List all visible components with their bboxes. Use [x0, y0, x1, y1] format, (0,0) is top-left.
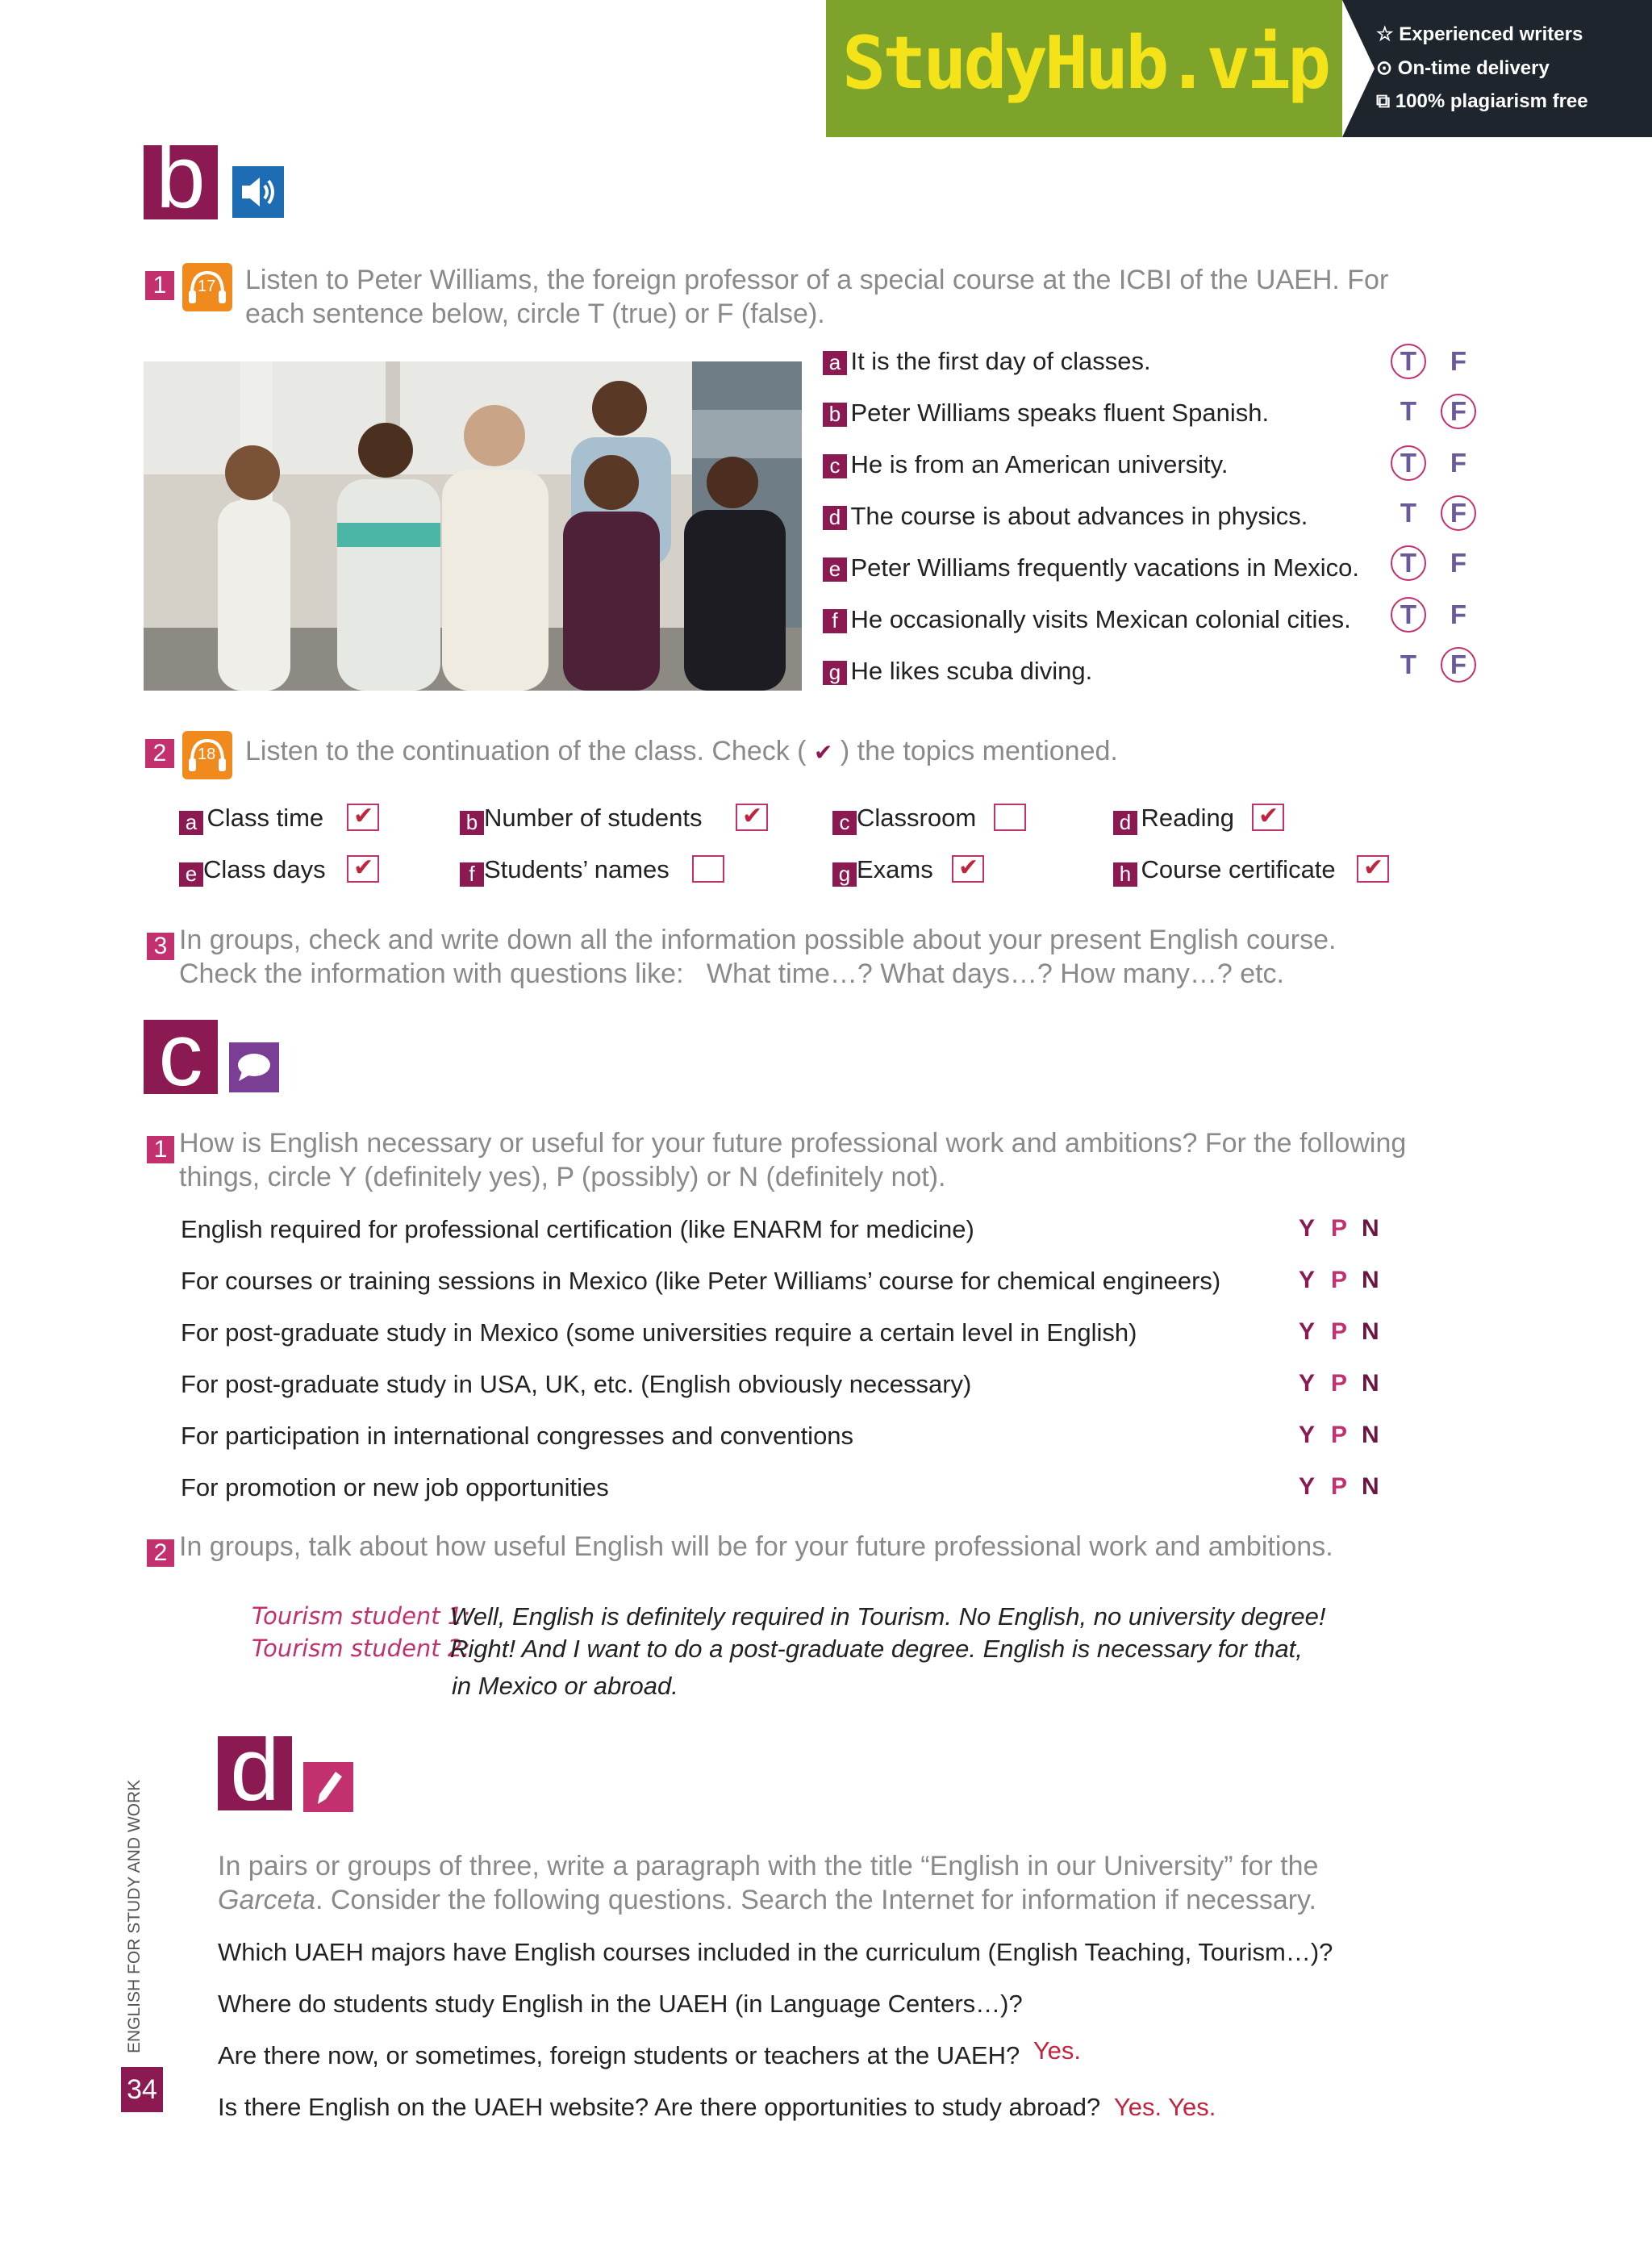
true-option[interactable]: T [1400, 396, 1417, 426]
topic-item [1113, 855, 1336, 887]
checkbox-checked[interactable] [736, 804, 768, 831]
answer-text: Yes. [1032, 2036, 1082, 2065]
section-d-letter: d [218, 1736, 292, 1810]
ad-feature-1: ☆ Experienced writers [1376, 23, 1583, 45]
instruction-line-2: Check the information with questions like: What time…? What days…? How many…? etc. [179, 958, 1284, 989]
ypn-item: For post-graduate study in Mexico (some universities require a certain level in English) [181, 1318, 1137, 1347]
topic-label: Reading [1141, 804, 1234, 832]
tf-item [823, 553, 1359, 583]
audio-track-icon[interactable] [182, 731, 232, 779]
topic-letter: b [460, 811, 484, 835]
topic-item [832, 855, 933, 887]
item-letter: a [823, 351, 847, 375]
ypn-item: For participation in international congresses and conventions [181, 1422, 854, 1450]
checkbox-checked[interactable] [952, 855, 984, 883]
topic-letter: c [832, 811, 857, 835]
check-mark-icon: ✔ [353, 854, 374, 881]
instruction-line-2: things, circle Y (definitely yes), P (possibly) or N (definitely not). [179, 1162, 946, 1192]
speech-bubble-icon[interactable] [229, 1042, 279, 1092]
item-text: The course is about advances in physics. [850, 502, 1308, 530]
no-option[interactable]: N [1362, 1422, 1379, 1448]
exercise-number: 2 [147, 1539, 174, 1567]
checkbox-empty[interactable] [994, 804, 1026, 831]
dialogue-line-1: Well, English is definitely required in Tourism. No English, no university degree! [450, 1602, 1326, 1631]
instruction-line-1: In groups, check and write down all the information possible about your present English course. [179, 925, 1337, 955]
tf-item [823, 399, 1269, 428]
pencil-icon[interactable] [303, 1762, 353, 1812]
section-c-letter: c [144, 1020, 218, 1094]
item-letter: b [823, 403, 847, 427]
true-option[interactable]: T [1400, 649, 1417, 679]
possibly-option[interactable]: P [1331, 1318, 1348, 1345]
checkbox-checked[interactable] [347, 804, 379, 831]
check-mark-icon: ✔ [1258, 803, 1279, 829]
track-number: 17 [198, 278, 216, 295]
topic-label: Class days [203, 855, 326, 883]
speaker-label-1: Tourism student 1: [252, 1602, 471, 1630]
item-letter: f [823, 609, 847, 633]
exercise-number: 3 [147, 933, 174, 960]
true-option-circled[interactable]: T [1391, 445, 1426, 481]
topic-letter: g [832, 862, 857, 887]
false-option[interactable]: F [1450, 346, 1467, 376]
speaker-icon[interactable] [232, 166, 284, 218]
item-text: He likes scuba diving. [850, 657, 1093, 685]
check-mark-icon: ✔ [742, 803, 763, 829]
false-option-circled[interactable]: F [1441, 495, 1476, 531]
possibly-option[interactable]: P [1331, 1370, 1348, 1397]
no-option[interactable]: N [1362, 1370, 1379, 1397]
true-option-circled[interactable]: T [1391, 545, 1426, 581]
instruction-line-1: Listen to Peter Williams, the foreign professor of a special course at the ICBI of the UAEH. For [245, 265, 1389, 295]
item-text: He is from an American university. [850, 450, 1229, 478]
tf-item [823, 657, 1092, 686]
checkbox-empty[interactable] [692, 855, 724, 883]
true-option-circled[interactable]: T [1391, 344, 1426, 379]
dialogue-line-3: in Mexico or abroad. [452, 1672, 678, 1700]
true-option[interactable]: T [1400, 498, 1417, 528]
tf-item [823, 347, 1151, 376]
yes-option[interactable]: Y [1299, 1422, 1316, 1448]
yes-option[interactable]: Y [1299, 1215, 1316, 1242]
false-option[interactable]: F [1450, 599, 1467, 629]
ypn-item: For post-graduate study in USA, UK, etc. (English obviously necessary) [181, 1370, 972, 1398]
yes-option[interactable]: Y [1299, 1473, 1316, 1500]
topic-label: Number of students [484, 804, 703, 832]
item-text: It is the first day of classes. [850, 347, 1151, 375]
instruction-line-1: How is English necessary or useful for your future professional work and ambitions? For the following [179, 1128, 1407, 1159]
tf-item [823, 450, 1228, 479]
false-option[interactable]: F [1450, 448, 1467, 478]
section-b-letter: b [144, 145, 218, 219]
question-item: Are there now, or sometimes, foreign students or teachers at the UAEH? Yes. [218, 2036, 1082, 2069]
tf-item [823, 605, 1351, 634]
topic-label: Class time [206, 804, 324, 832]
exercise-number: 1 [147, 1136, 174, 1163]
intro-line-2: Garceta. Consider the following questions. Search the Internet for information if necessary. [218, 1885, 1316, 1915]
checkbox-checked[interactable] [347, 855, 379, 883]
topic-item [179, 804, 323, 835]
ypn-item: For courses or training sessions in Mexico (like Peter Williams’ course for chemical engineers) [181, 1267, 1221, 1295]
yes-option[interactable]: Y [1299, 1318, 1316, 1345]
question-item: Which UAEH majors have English courses included in the curriculum (English Teaching, Tourism…)? [218, 1938, 1333, 1966]
instruction: Listen to the continuation of the class. Check ( ✔ ) the topics mentioned. [245, 736, 1118, 766]
exercise-number: 1 [145, 271, 174, 300]
audio-track-icon[interactable] [182, 263, 232, 311]
topic-label: Classroom [857, 804, 977, 832]
no-option[interactable]: N [1362, 1267, 1379, 1293]
false-option[interactable]: F [1450, 548, 1467, 578]
ypn-item: For promotion or new job opportunities [181, 1473, 609, 1501]
no-option[interactable]: N [1362, 1318, 1379, 1345]
false-option-circled[interactable]: F [1441, 647, 1476, 683]
topic-letter: e [179, 862, 203, 887]
speaker-label-2: Tourism student 2: [252, 1635, 471, 1662]
item-letter: g [823, 661, 847, 685]
topic-label: Students’ names [484, 855, 670, 883]
topic-letter: a [179, 811, 203, 835]
topic-letter: d [1113, 811, 1137, 835]
topic-item [179, 855, 326, 887]
possibly-option[interactable]: P [1331, 1267, 1348, 1293]
item-letter: c [823, 454, 847, 478]
ad-feature-3: ⧉ 100% plagiarism free [1376, 90, 1588, 112]
topic-letter: f [460, 862, 484, 887]
ad-brand: StudyHub.vip [842, 21, 1329, 106]
dialogue-line-2: Right! And I want to do a post-graduate degree. English is necessary for that, [450, 1635, 1303, 1663]
instruction: In groups, talk about how useful English will be for your future professional work and ambitions. [179, 1531, 1333, 1562]
exercise-number: 2 [145, 739, 174, 768]
question-item: Where do students study English in the UAEH (in Language Centers…)? [218, 1990, 1023, 2018]
item-letter: d [823, 506, 847, 530]
class-photo [144, 361, 802, 691]
possibly-option[interactable]: P [1331, 1215, 1348, 1242]
item-text: He occasionally visits Mexican colonial cities. [850, 605, 1351, 633]
yes-option[interactable]: Y [1299, 1267, 1316, 1293]
ad-banner[interactable] [826, 0, 1652, 137]
topic-label: Course certificate [1141, 855, 1336, 883]
item-text: Peter Williams frequently vacations in Mexico. [850, 553, 1360, 582]
side-running-title: ENGLISH FOR STUDY AND WORK [125, 1779, 144, 2053]
no-option[interactable]: N [1362, 1473, 1379, 1500]
check-mark-icon: ✔ [353, 803, 374, 829]
track-number: 18 [198, 745, 216, 763]
check-mark-icon: ✔ [1363, 854, 1384, 881]
true-option-circled[interactable]: T [1391, 597, 1426, 633]
ad-feature-2: ⊙ On-time delivery [1376, 57, 1550, 79]
intro-line-1: In pairs or groups of three, write a paragraph with the title “English in our University” for the [218, 1851, 1319, 1881]
answer-text: Yes. Yes. [1113, 2093, 1216, 2121]
topic-label: Exams [857, 855, 933, 883]
tf-item [823, 502, 1308, 531]
possibly-option[interactable]: P [1331, 1473, 1348, 1500]
check-icon: ✔ [813, 740, 833, 765]
instruction-line-2: each sentence below, circle T (true) or F (false). [245, 299, 825, 329]
item-text: Peter Williams speaks fluent Spanish. [850, 399, 1270, 427]
item-letter: e [823, 557, 847, 582]
ypn-item: English required for professional certification (like ENARM for medicine) [181, 1215, 974, 1243]
possibly-option[interactable]: P [1331, 1422, 1348, 1448]
topic-item [460, 804, 703, 835]
topic-item [460, 855, 670, 887]
topic-item [1113, 804, 1234, 835]
question-item: Is there English on the UAEH website? Are there opportunities to study abroad? Yes. Yes. [218, 2093, 1216, 2121]
topic-letter: h [1113, 862, 1137, 887]
page-number: 34 [121, 2067, 163, 2112]
no-option[interactable]: N [1362, 1215, 1379, 1242]
checkbox-checked[interactable] [1252, 804, 1284, 831]
topic-item [832, 804, 976, 835]
check-mark-icon: ✔ [958, 854, 979, 881]
false-option-circled[interactable]: F [1441, 394, 1476, 429]
checkbox-checked[interactable] [1357, 855, 1389, 883]
yes-option[interactable]: Y [1299, 1370, 1316, 1397]
